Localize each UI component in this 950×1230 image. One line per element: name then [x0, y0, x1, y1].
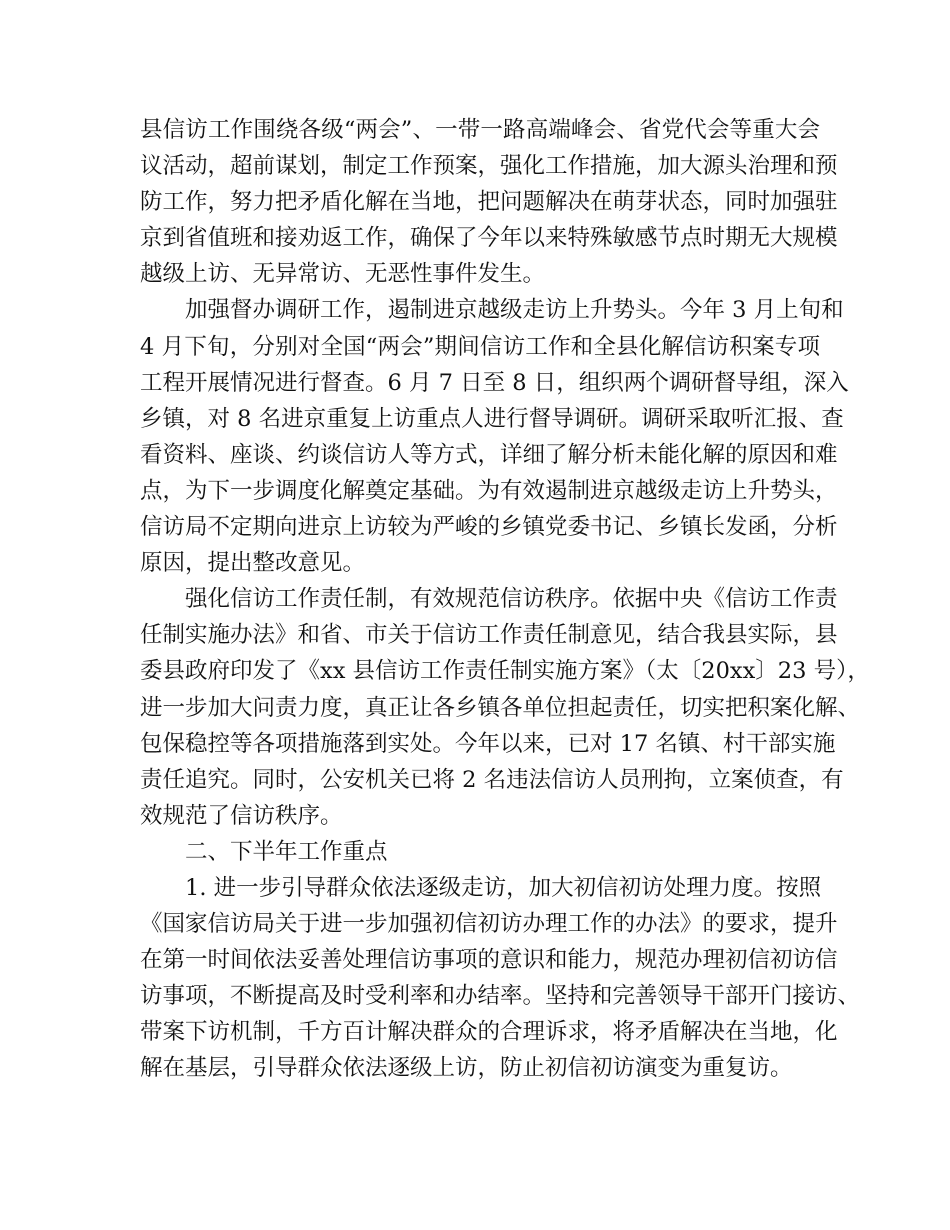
text-line: 防工作，努力把矛盾化解在当地，把问题解决在萌芽状态，同时加强驻: [140, 189, 838, 216]
text-line: 原因，提出整改意见。: [140, 550, 366, 577]
text-line: 效规范了信访秩序。: [140, 802, 343, 829]
text-line: 京到省值班和接劝返工作，确保了今年以来特殊敏感节点时期无大规模: [140, 225, 838, 252]
text-line: 带案下访机制，千方百计解决群众的合理诉求，将矛盾解决在当地，化: [140, 1019, 838, 1046]
text-line: 《国家信访局关于进一步加强初信初访办理工作的办法》的要求，提升: [140, 911, 838, 938]
text-line: 责任追究。同时，公安机关已将 2 名违法信访人员刑拘，立案侦查，有: [140, 766, 844, 793]
paragraph-responsibility: [140, 581, 870, 834]
document-body: [140, 112, 870, 1087]
text-line: 任制实施办法》和省、市关于信访工作责任制意见，结合我县实际，县: [140, 622, 838, 649]
text-line: 进一步加大问责力度，真正让各乡镇各单位担起责任，切实把积案化解、: [140, 694, 861, 721]
paragraph-point-1: [140, 870, 861, 1087]
text-line: 工程开展情况进行督查。6 月 7 日至 8 日，组织两个调研督导组，深入: [140, 369, 849, 396]
text-line: 解在基层，引导群众依法逐级上访，防止初信初访演变为重复访。: [140, 1055, 793, 1082]
text-line: 强化信访工作责任制，有效规范信访秩序。依据中央《信访工作责: [185, 586, 838, 613]
text-line: 看资料、座谈、约谈信访人等方式，详细了解分析未能化解的原因和难: [140, 441, 838, 468]
text-line: 1. 进一步引导群众依法逐级走访，加大初信初访处理力度。按照: [185, 874, 822, 901]
text-line: 4 月下旬，分别对全国“两会”期间信访工作和全县化解信访积案专项: [140, 333, 820, 360]
text-line: 在第一时间依法妥善处理信访事项的意识和能力，规范办理初信初访信: [140, 947, 838, 974]
text-line: 点，为下一步调度化解奠定基础。为有效遏制进京越级走访上升势头，: [140, 477, 838, 504]
heading-text: 二、下半年工作重点: [185, 838, 388, 865]
text-line: 包保稳控等各项措施落到实处。今年以来，已对 17 名镇、村干部实施: [140, 730, 836, 757]
text-line: 越级上访、无异常访、无恶性事件发生。: [140, 261, 546, 288]
text-line: 县信访工作围绕各级“两会”、一带一路高端峰会、省党代会等重大会: [140, 117, 820, 143]
text-line: 访事项，不断提高及时受利率和办结率。坚持和完善领导干部开门接访、: [140, 983, 861, 1010]
paragraph-intro-continued: [140, 112, 838, 292]
text-line: 加强督办调研工作，遏制进京越级走访上升势头。今年 3 月上旬和: [185, 297, 844, 324]
text-line: 乡镇，对 8 名进京重复上访重点人进行督导调研。调研采取听汇报、查: [140, 405, 844, 432]
section-heading: [140, 834, 820, 870]
text-line: 信访局不定期向进京上访较为严峻的乡镇党委书记、乡镇长发函，分析: [140, 514, 838, 541]
paragraph-supervision: [140, 292, 849, 581]
text-line: 议活动，超前谋划，制定工作预案，强化工作措施，加大源头治理和预: [140, 153, 838, 180]
text-line: 委县政府印发了《xx 县信访工作责任制实施方案》（太〔20xx〕23 号），: [140, 658, 870, 685]
